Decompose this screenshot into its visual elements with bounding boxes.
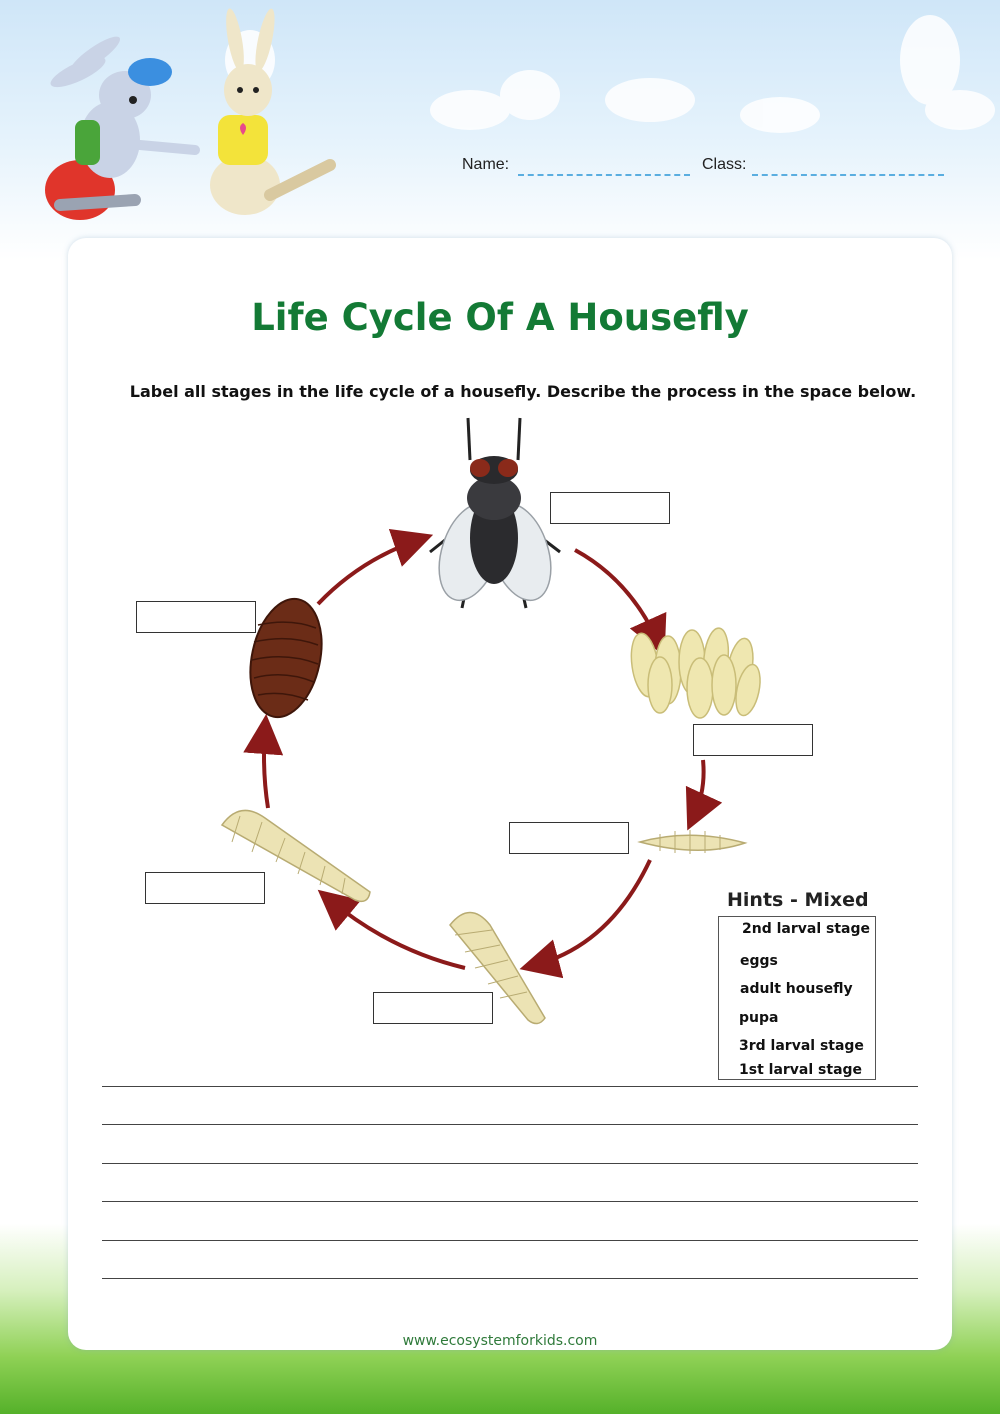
writing-line[interactable] <box>102 1124 918 1125</box>
arrow-pupa-to-adult <box>318 540 418 604</box>
first-larva-icon <box>640 830 745 854</box>
arrow-second-to-third-larva <box>330 900 465 968</box>
writing-line[interactable] <box>102 1278 918 1279</box>
arrow-third-larva-to-pupa <box>264 730 268 808</box>
hint-item: eggs <box>740 953 778 969</box>
writing-line[interactable] <box>102 1086 918 1087</box>
label-box-eggs[interactable] <box>693 724 813 756</box>
hints-title: Hints - Mixed <box>727 889 869 911</box>
arrow-adult-to-eggs <box>575 550 658 642</box>
hint-item: adult housefly <box>740 981 853 997</box>
label-box-second-larva[interactable] <box>373 992 493 1024</box>
hint-item: 3rd larval stage <box>739 1038 864 1054</box>
footer-url: www.ecosystemforkids.com <box>402 1333 598 1349</box>
page-title: Life Cycle Of A Housefly <box>251 296 749 339</box>
arrow-first-to-second-larva <box>535 860 650 965</box>
name-label: Name: <box>462 156 510 173</box>
housefly-icon <box>428 418 562 608</box>
class-label: Class: <box>702 156 747 173</box>
label-box-adult[interactable] <box>550 492 670 524</box>
writing-line[interactable] <box>102 1240 918 1241</box>
hint-item: 2nd larval stage <box>742 921 870 937</box>
arrow-eggs-to-first-larva <box>694 760 704 816</box>
hint-item: pupa <box>739 1010 779 1026</box>
label-box-third-larva[interactable] <box>145 872 265 904</box>
eggs-icon <box>628 627 764 718</box>
instruction-text: Label all stages in the life cycle of a housefly. Describe the process in the space below. <box>129 382 917 401</box>
hint-item: 1st larval stage <box>739 1062 863 1078</box>
label-box-pupa[interactable] <box>136 601 256 633</box>
label-box-first-larva[interactable] <box>509 822 629 854</box>
writing-line[interactable] <box>102 1201 918 1202</box>
cycle-arrows <box>264 540 704 968</box>
hints-box <box>718 916 876 1080</box>
writing-line[interactable] <box>102 1163 918 1164</box>
